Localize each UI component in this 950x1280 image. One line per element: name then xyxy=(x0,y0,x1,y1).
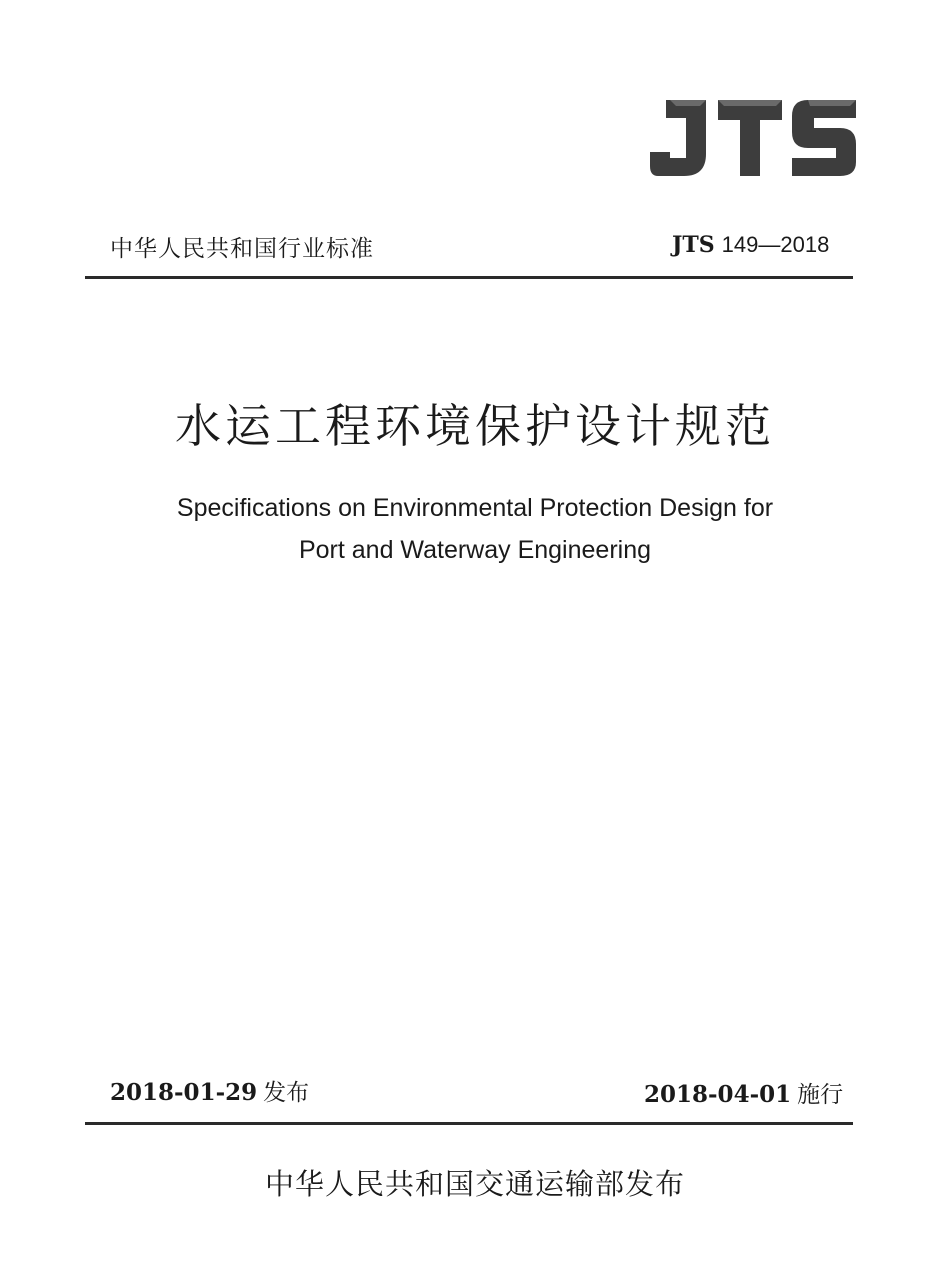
jts-logo-graphic xyxy=(648,96,858,180)
standard-code-number: 149—2018 xyxy=(721,232,830,257)
bottom-divider xyxy=(85,1122,853,1125)
issue-date-label: 发布 xyxy=(263,1080,310,1106)
standard-code xyxy=(672,232,829,258)
issue-date xyxy=(110,1074,309,1107)
issue-date-value: 2018-01-29 xyxy=(110,1079,258,1106)
top-divider xyxy=(85,276,853,279)
jts-logo xyxy=(648,96,858,180)
standard-code-prefix: JTS xyxy=(672,232,715,258)
effective-date-label: 施行 xyxy=(797,1082,844,1108)
effective-date xyxy=(644,1076,843,1109)
english-title xyxy=(0,487,950,571)
english-title-line-2: Port and Waterway Engineering xyxy=(298,536,652,564)
english-title-line-1: Specifications on Environmental Protection Design for xyxy=(176,494,774,522)
chinese-title: 水运工程环境保护设计规范 xyxy=(175,399,775,453)
standard-category: 中华人民共和国行业标准 xyxy=(110,236,374,262)
publisher: 中华人民共和国交通运输部发布 xyxy=(264,1167,685,1201)
effective-date-value: 2018-04-01 xyxy=(644,1081,792,1108)
